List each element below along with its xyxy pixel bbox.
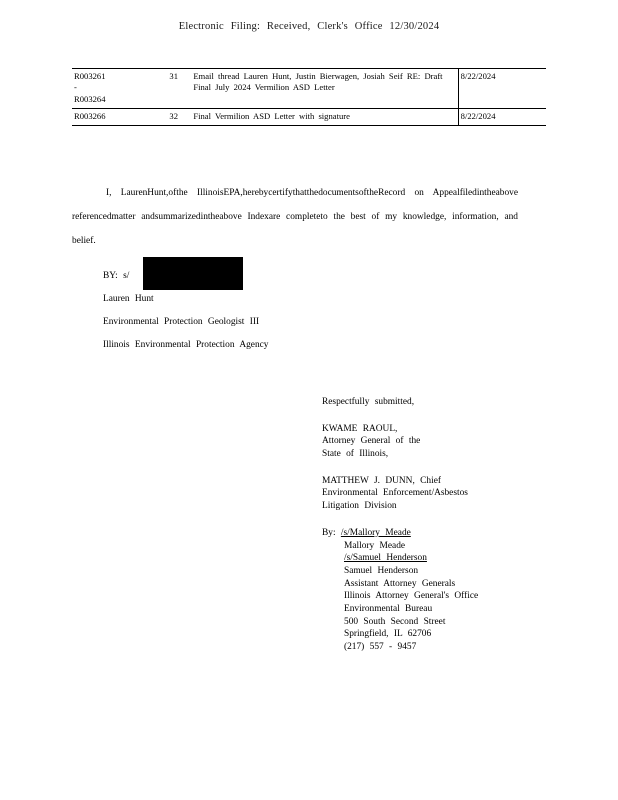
bates-line-3: R003264 — [74, 93, 106, 104]
table-row — [72, 109, 546, 126]
respectfully-intro-group — [322, 396, 478, 409]
counsel-signature-2-row — [322, 552, 478, 565]
cell-date: 8/22/2024 — [458, 109, 546, 126]
counsel-phone: (217) 557 - 9457 — [344, 642, 417, 652]
counsel-address-1-row — [322, 616, 478, 629]
counsel-signature-group — [322, 527, 478, 654]
attorney-general-name: KWAME RAOUL, — [322, 423, 398, 434]
redaction-box — [143, 257, 243, 290]
cell-number: 32 — [157, 109, 191, 126]
cell-bates: R003266 — [72, 109, 157, 126]
signer-title: Environmental Protection Geologist III — [103, 317, 260, 328]
cell-bates — [72, 69, 157, 109]
counsel-name-1: Mallory Meade — [344, 540, 406, 551]
by-label: By: — [322, 527, 336, 538]
attorney-general-title-2: State of Illinois, — [322, 449, 389, 460]
certification-text: I, LaurenHunt,ofthe IllinoisEPA,herebycertifythatthedocumentsoftheRecord on Appealfiledintheabove referencedmatter andsummarizedintheabove Indexare completeto the best of my knowledge, information, and belief. — [72, 188, 518, 246]
division-chief-group — [322, 475, 478, 513]
division-name-2: Litigation Division — [322, 501, 397, 512]
division-name-1: Environmental Enforcement/Asbestos — [322, 488, 468, 499]
attorney-general-title-1: Attorney General of the — [322, 436, 421, 447]
attorney-general-group — [322, 423, 478, 461]
counsel-bureau-row — [322, 603, 478, 616]
signature-label: BY: s/ — [103, 271, 130, 281]
counsel-signature-1: /s/Mallory Meade — [340, 527, 411, 538]
table-row — [72, 69, 546, 109]
cell-number: 31 — [157, 69, 191, 109]
counsel-signature-2: /s/Samuel Henderson — [344, 553, 427, 564]
division-chief-name: MATTHEW J. DUNN, Chief — [322, 475, 441, 486]
record-index-table — [72, 68, 546, 126]
cell-description: Final Vermilion ASD Letter with signature — [191, 109, 458, 126]
counsel-role: Assistant Attorney Generals — [344, 578, 456, 589]
counsel-phone-row — [322, 641, 478, 654]
counsel-name-2: Samuel Henderson — [344, 565, 419, 576]
signer-name: Lauren Hunt — [103, 294, 154, 305]
cell-date: 8/22/2024 — [458, 69, 546, 109]
counsel-address-2-row — [322, 628, 478, 641]
counsel-office: Illinois Attorney General's Office — [344, 591, 479, 602]
signature-line — [103, 265, 268, 288]
counsel-role-row — [322, 578, 478, 591]
respectfully-intro: Respectfully submitted, — [322, 397, 415, 407]
by-row — [322, 527, 478, 540]
bates-line-2: - — [74, 82, 77, 93]
counsel-name-2-row — [322, 565, 478, 578]
bates-line-1: R003261 — [74, 71, 106, 81]
counsel-address-2: Springfield, IL 62706 — [344, 629, 432, 640]
counsel-office-row — [322, 590, 478, 603]
counsel-address-1: 500 South Second Street — [344, 616, 446, 627]
counsel-name-1-row — [322, 540, 478, 553]
respectfully-submitted-block — [322, 396, 478, 668]
signer-agency: Illinois Environmental Protection Agency — [103, 340, 269, 351]
cell-description: Email thread Lauren Hunt, Justin Bierwagen, Josiah Seif RE: Draft Final July 2024 Vermilion ASD Letter — [191, 69, 458, 109]
signature-block — [103, 265, 268, 357]
counsel-bureau: Environmental Bureau — [344, 603, 433, 614]
efiling-stamp: Electronic Filing: Received, Clerk's Office 12/30/2024 — [178, 21, 440, 32]
certification-paragraph — [72, 182, 518, 254]
